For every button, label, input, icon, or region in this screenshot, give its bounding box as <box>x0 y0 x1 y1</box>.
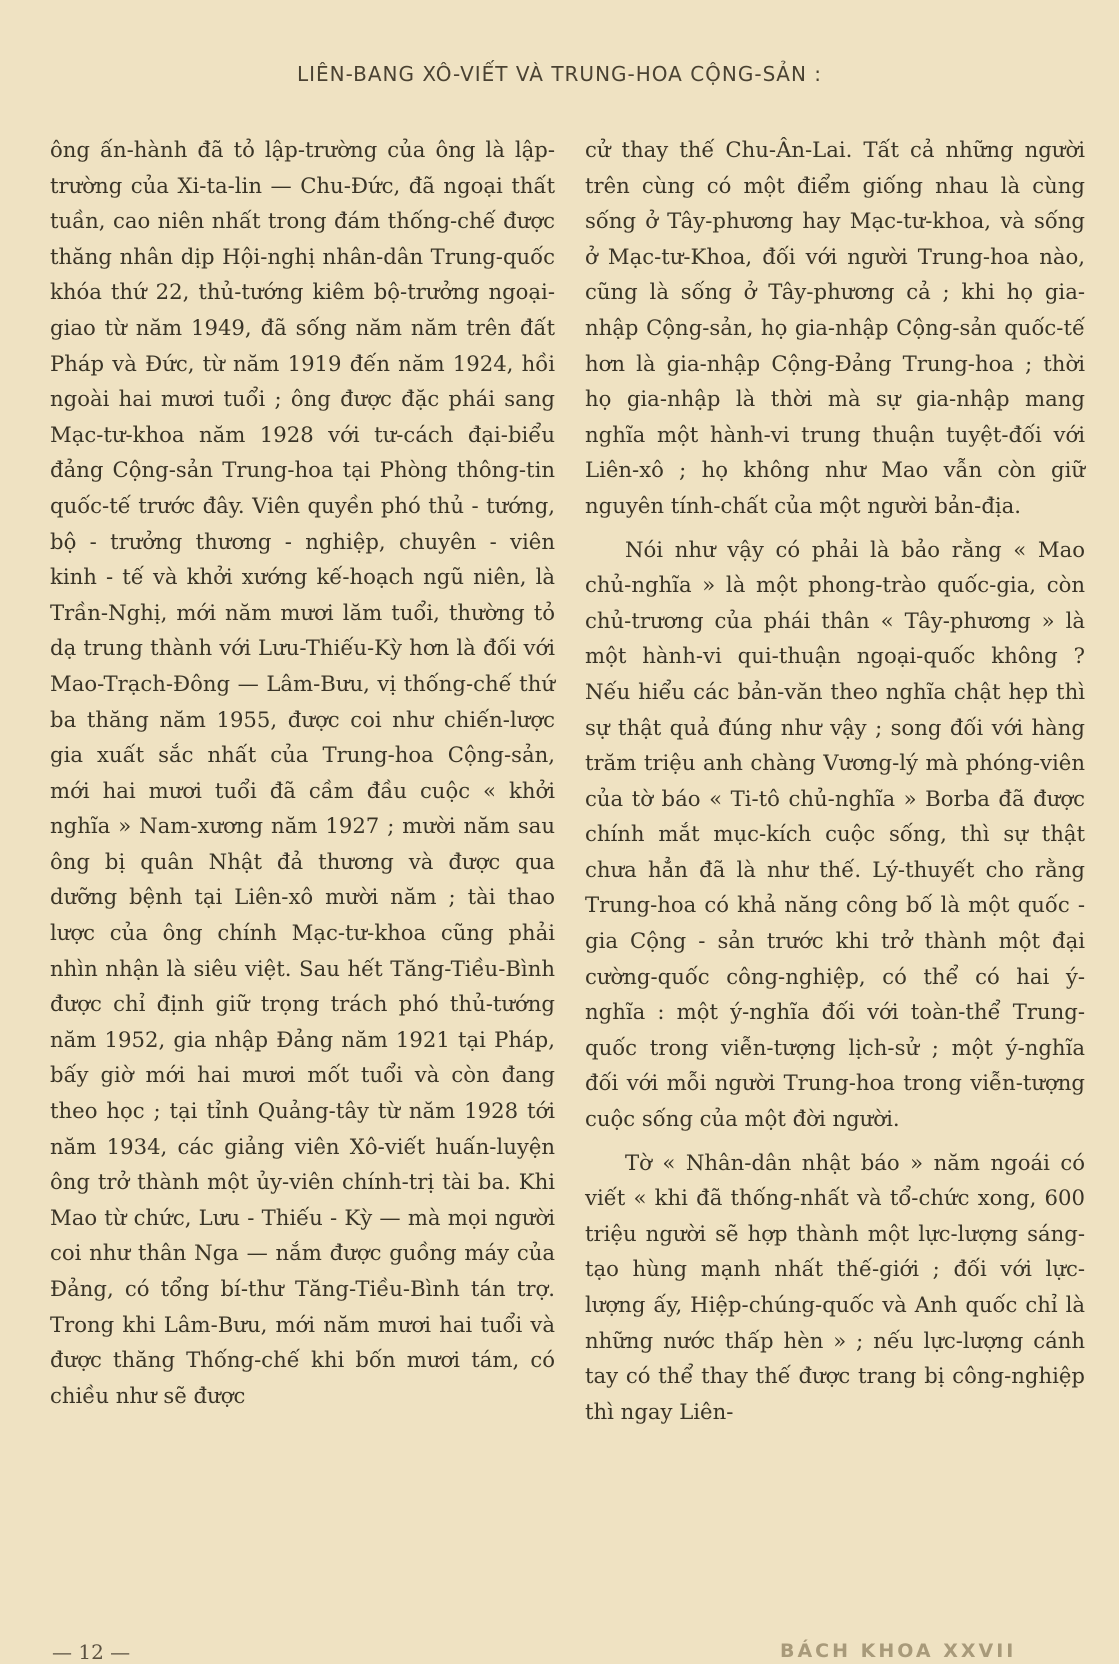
right-column <box>585 132 1085 1429</box>
running-header: LIÊN-BANG XÔ-VIẾT VÀ TRUNG-HOA CỘNG-SẢN : <box>296 62 823 86</box>
right-paragraph-2: Nói như vậy có phải là bảo rằng « Mao chủ-nghĩa » là một phong-trào quốc-gia, còn chủ-trương của phái thân « Tây-phương » là một hành-vi qui-thuận ngoại-quốc không ? Nếu hiểu các bản-văn theo nghĩa chật hẹp thì sự thật quả đúng như vậy ; song đối với hàng trăm triệu anh chàng Vương-lý mà phóng-viên của tờ báo « Ti-tô chủ-nghĩa » Borba đã được chính mắt mục-kích cuộc sống, thì sự thật chưa hẳn đã là như thế. Lý-thuyết cho rằng Trung-hoa có khả năng công bố là một quốc - gia Cộng - sản trước khi trở thành một đại cường-quốc công-nghiệp, có thể có hai ý-nghĩa : một ý-nghĩa đối với toàn-thể Trung-quốc trong viễn-tượng lịch-sử ; một ý-nghĩa đối với mỗi người Trung-hoa trong viễn-tượng cuộc sống của một đời người. <box>585 536 1085 1132</box>
publication-name: BÁCH KHOA XXVII <box>780 1640 1017 1662</box>
left-paragraph-1: ông ấn-hành đã tỏ lập-trường của ông là lập-trường của Xi-ta-lin — Chu-Đức, đã ngoại thất tuần, cao niên nhất trong đám thống-chế được thăng nhân dịp Hội-nghị nhân-dân Trung-quốc khóa thứ 22, thủ-tướng kiêm bộ-trưởng ngoại-giao từ năm 1949, đã sống năm năm trên đất Pháp và Đức, từ năm 1919 đến năm 1924, hồi ngoài hai mươi tuổi ; ông được đặc phái sang Mạc-tư-khoa năm 1928 với tư-cách đại-biểu đảng Cộng-sản Trung-hoa tại Phòng thông-tin quốc-tế trước đây. Viên quyền phó thủ - tướng, bộ - trưởng thương - nghiệp, chuyên - viên kinh - tế và khởi xướng kế-hoạch ngũ niên, là Trần-Nghị, mới năm mươi lăm tuổi, thường tỏ dạ trung thành với Lưu-Thiếu-Kỳ hơn là đối với Mao-Trạch-Đông — Lâm-Bưu, vị thống-chế thứ ba thăng năm 1955, được coi như chiến-lược gia xuất sắc nhất của Trung-hoa Cộng-sản, mới hai mươi tuổi đã cầm đầu cuộc « khởi nghĩa » Nam-xương năm 1927 ; mười năm sau ông bị quân Nhật đả thương và được qua dưỡng bệnh tại Liên-xô mười năm ; tài thao lược của ông chính Mạc-tư-khoa cũng phải nhìn nhận là siêu việt. Sau hết Tăng-Tiều-Bình được chỉ định giữ trọng trách phó thủ-tướng năm 1952, gia nhập Đảng năm 1921 tại Pháp, bấy giờ mới hai mươi mốt tuổi và còn đang theo học ; tại tỉnh Quảng-tây từ năm 1928 tới năm 1934, các giảng viên Xô-viết huấn-luyện ông trở thành một ủy-viên chính-trị tài ba. Khi Mao từ chức, Lưu - Thiếu - Kỳ — mà mọi người coi như thân Nga — nắm được guồng máy của Đảng, có tổng bí-thư Tăng-Tiều-Bình tán trợ. Trong khi Lâm-Bưu, mới năm mươi hai tuổi và được thăng Thống-chế khi bốn mươi tám, có chiều như sẽ được <box>50 137 555 1408</box>
right-paragraph-3: Tờ « Nhân-dân nhật báo » năm ngoái có viết « khi đã thống-nhất và tổ-chức xong, 600 triệu người sẽ hợp thành một lực-lượng sáng-tạo hùng mạnh nhất thế-giới ; đối với lực-lượng ấy, Hiệp-chúng-quốc và Anh quốc chỉ là những nước thấp hèn » ; nếu lực-lượng cánh tay có thể thay thế được trang bị công-nghiệp thì ngay Liên- <box>585 1149 1085 1424</box>
page-number: — 12 — <box>52 1640 131 1664</box>
right-paragraph-1: cử thay thế Chu-Ân-Lai. Tất cả những người trên cùng có một điểm giống nhau là cùng sống ở Tây-phương hay Mạc-tư-khoa, và sống ở Mạc-tư-Khoa, đối với người Trung-hoa nào, cũng là sống ở Tây-phương cả ; khi họ gia-nhập Cộng-sản, họ gia-nhập Cộng-sản quốc-tế hơn là gia-nhập Cộng-Đảng Trung-hoa ; thời họ gia-nhập là thời mà sự gia-nhập mang nghĩa một hành-vi trung thuận tuyệt-đối với Liên-xô ; họ không như Mao vẫn còn giữ nguyên tính-chất của một người bản-địa. <box>585 137 1085 518</box>
left-column <box>50 132 555 1413</box>
